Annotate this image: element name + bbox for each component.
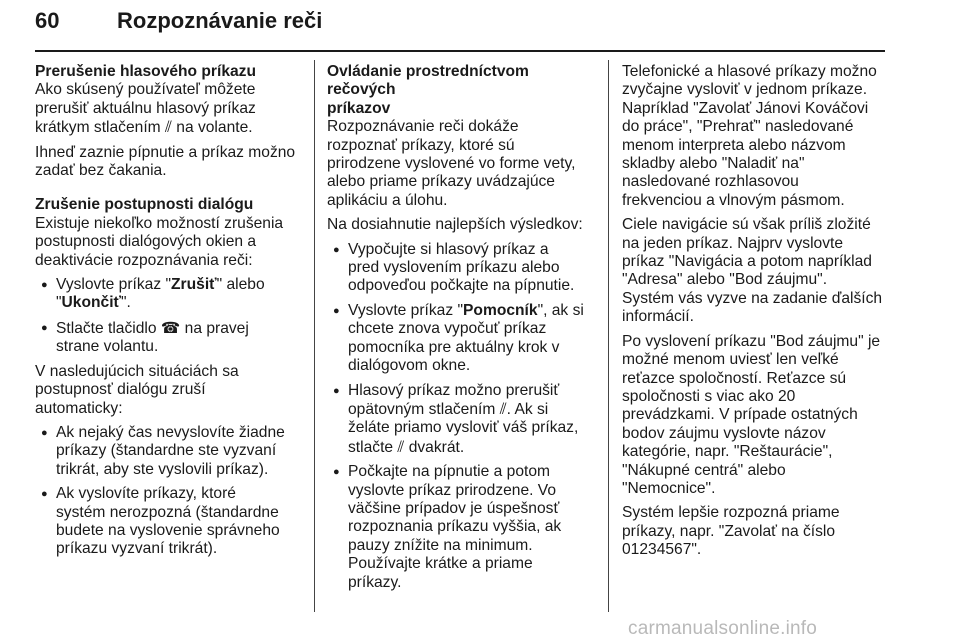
list-item [327, 302, 597, 376]
command-text: Ukončiť [61, 294, 122, 312]
text: . Ak si želáte priamo vysloviť váš príkaz, stlačte [348, 400, 579, 456]
paragraph: Telefonické a hlasové príkazy možno zvyčajne vysloviť v jednom príkaze. Napríklad "Zavolať Jánovi Kováčovi do práce", "Prehrať" nasledované menom interpreta alebo názvom skladby alebo "Naladiť na" nasledované rozhlasovou frekvenciou a vlnovým pásmom. [622, 63, 877, 209]
command-text: Pomocník [463, 301, 538, 319]
text: " alebo " [56, 276, 265, 312]
watermark: carmanualsonline.info [628, 618, 818, 639]
voice-command-icon: ⫽ [164, 118, 172, 137]
command-text: Zrušiť [171, 276, 217, 294]
paragraph: Systém lepšie rozpozná priame príkazy, napr. "Zavolať na číslo 01234567". [622, 504, 840, 559]
section-heading: Ovládanie prostredníctvom rečových príkazov [327, 63, 529, 117]
paragraph: Existuje niekoľko možností zrušenia postupnosti dialógových okien a deaktivácie rozpoznávania reči: [35, 214, 284, 269]
bullet-list [35, 424, 301, 559]
text: Hlasový príkaz možno prerušiť opätovným stlačením [348, 381, 560, 418]
section-heading: Prerušenie hlasového príkazu [35, 63, 256, 80]
paragraph: V nasledujúcich situáciách sa postupnosť dialógu zruší automaticky: [35, 362, 239, 417]
page-title: Rozpoznávanie reči [117, 8, 323, 33]
text: dvakrát. [404, 438, 465, 456]
page-number: 60 [35, 8, 60, 33]
text: ", ak si chcete znova vypočuť príkaz pomocníka pre aktuálny krok v dialógovom okne. [348, 301, 584, 375]
list-item [35, 276, 301, 313]
column-3 [622, 63, 888, 566]
voice-command-icon: ⫽ [397, 437, 405, 456]
list-item: ● Počkajte na pípnutie a potom vyslovte príkaz prirodzene. Vo väčšine prípadov je úspešnosť rozpoznania príkazu vyššia, ak pauzy znížite na minimum. Používajte krátke a priame príkazy. [327, 463, 597, 592]
text: Vyslovte príkaz " [348, 301, 464, 319]
list-item: ● Vypočujte si hlasový príkaz a pred vyslovením príkazu alebo odpoveďou počkajte na pípnutie. [327, 241, 597, 296]
list-item: ● Ak nejaký čas nevyslovíte žiadne príkazy (štandardne ste vyzvaní trikrát, aby ste vyslovili príkaz). [35, 424, 301, 479]
voice-command-icon: ⫽ [499, 399, 507, 418]
paragraph: Po vyslovení príkazu "Bod záujmu" je možné menom uviesť len veľké reťazce spoločností. Reťazce sú spoločnosti s viac ako 20 prevádzkami. V prípade ostatných bodov záujmu vyslovte názov kategórie, napr. "Reštaurácie", "Nákupné centrá" alebo "Nemocnice". [622, 332, 881, 497]
paragraph: Ciele navigácie sú však príliš zložité na jeden príkaz. Najprv vyslovte príkaz "Navigácia a potom napríklad "Adresa" alebo "Bod záujmu". Systém vás vyzve na zadanie ďalších informácií. [622, 216, 883, 326]
end-call-icon: ☎ [160, 318, 181, 337]
bullet-list [35, 276, 301, 357]
column-divider [314, 60, 315, 612]
text: Stlačte tlačidlo [56, 319, 161, 337]
text: ". [121, 294, 131, 312]
column-1 [35, 63, 301, 565]
list-item: ● Ak vyslovíte príkazy, ktoré systém nerozpozná (štandardne budete na vyslovenie správneho príkazu vyzvaní trikrát). [35, 485, 301, 559]
text: Vyslovte príkaz " [56, 276, 172, 294]
text: na volante. [171, 119, 253, 137]
text: Ako skúsený používateľ môžete prerušiť aktuálnu hlasový príkaz krátkym stlačením [35, 81, 256, 137]
paragraph: Na dosiahnutie najlepších výsledkov: [327, 216, 583, 234]
text: na pravej strane volantu. [56, 319, 249, 356]
paragraph [35, 81, 301, 137]
page-header [35, 6, 885, 46]
bullet-list [327, 241, 597, 592]
paragraph: Ihneď zaznie pípnutie a príkaz možno zadať bez čakania. [35, 143, 296, 180]
list-item [35, 319, 301, 357]
column-2 [327, 63, 597, 598]
paragraph: Rozpoznávanie reči dokáže rozpoznať príkazy, ktoré sú prirodzene vyslovené vo forme vety, alebo priame príkazy uvádzajúce aplikáciu a úlohu. [327, 118, 576, 209]
list-item [327, 382, 597, 458]
section-heading: Zrušenie postupnosti dialógu [35, 196, 254, 214]
header-rule [35, 50, 885, 52]
column-divider [608, 60, 609, 612]
